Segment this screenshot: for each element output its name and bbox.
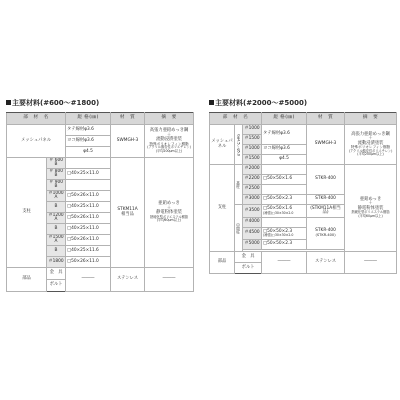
post-size: □40×25×11.6 — [66, 246, 111, 257]
mesh-wire-horizontal: ヨコ線材φ3.6 — [66, 136, 111, 147]
post-size: □40×25×11.0 — [66, 224, 111, 235]
parts-material: ステンレス — [307, 252, 345, 274]
post-size — [262, 185, 307, 195]
post-size: □40×25×11.0 — [66, 169, 111, 180]
parts-size: ――― — [66, 268, 111, 292]
post-material: STKR-400 — [307, 165, 345, 195]
post-size: □50×26×11.0 — [66, 191, 111, 202]
parts-cap: 金 具 — [47, 268, 66, 280]
post-size: □50×50×2.3 — [262, 195, 307, 205]
post-grade: ＃1000 A — [48, 190, 64, 200]
post-size: □50×50×2.3 (補強)□30×30×2.0 — [262, 228, 307, 240]
post-grade: ＃3000 — [243, 195, 262, 205]
parts-bolt: ボルト — [47, 280, 66, 292]
header-size: 規 格(㎜) — [66, 113, 111, 125]
header-material: 材 質 — [307, 113, 345, 125]
square-bullet-icon — [209, 100, 214, 105]
mesh-side-label: Gφ4.5～φ5.0 — [235, 125, 243, 165]
post-grade: ＃2500 — [243, 185, 262, 195]
post-grade: ＃1800 — [47, 257, 66, 268]
square-bullet-icon — [6, 100, 11, 105]
parts-cap: 金 具 — [235, 252, 262, 263]
left-materials-table — [6, 112, 194, 292]
mesh-grade: ＃1000 — [243, 125, 262, 135]
parts-bolt: ボルト — [235, 263, 262, 274]
header-note: 摘 要 — [145, 113, 194, 125]
mesh-panel-label: メッシュパネル — [7, 125, 66, 158]
post-label: 支柱 — [7, 158, 47, 268]
post-size — [66, 158, 111, 169]
mesh-note: 高張力亜鉛めっき鋼 ＋ 流動浸漬塗装 特殊ポリオレフィン樹脂 (アクリル酸変性ポリエチレン) (平均200μm以上) — [145, 125, 194, 158]
header-material: 材 質 — [111, 113, 145, 125]
post-size: □50×50×1.6 (補強)□30×30×2.0 — [262, 205, 307, 218]
post-grade: ＃4500 — [243, 228, 262, 240]
post-grade: ＃1500 A — [48, 234, 64, 244]
right-title-text: 主要材料(#2000～#5000) — [215, 99, 308, 107]
mesh-wire-horizontal: ヨコ線材φ3.6 — [262, 145, 307, 155]
post-size: □50×26×11.0 — [66, 257, 111, 268]
post-grade: ＃3500 — [243, 205, 262, 218]
parts-note: ――― — [145, 268, 194, 292]
mesh-grade: ＃1500 — [243, 135, 262, 145]
post-grade: ＃4000 — [243, 218, 262, 228]
post-grade: B — [47, 224, 66, 235]
mesh-panel-label: メッシュパネル — [210, 125, 235, 165]
parts-label: 部品 — [210, 252, 235, 274]
post-size — [66, 180, 111, 191]
post-size — [262, 218, 307, 228]
mesh-wire-vertical: タテ線材φ3.6 — [262, 125, 307, 145]
mesh-grade: ＃1500 — [243, 155, 262, 165]
left-title-text: 主要材料(#600～#1800) — [12, 99, 100, 107]
header-part: 部 材 名 — [7, 113, 66, 125]
post-grade: ＃ 600 B — [47, 158, 66, 169]
post-label: 支柱 — [210, 165, 235, 252]
post-side-a-label: 基柱 — [235, 165, 243, 205]
post-grade: ＃ 900 B — [47, 180, 66, 191]
post-note: 亜鉛めっき ＋ 静電粉体塗装 熱硬化型ポリエステル樹脂 (平均60μm以上) — [145, 158, 194, 268]
left-section-title — [6, 98, 99, 108]
post-material: (STKM11A相当品) — [307, 205, 345, 218]
post-size: □50×50×1.6 — [262, 175, 307, 185]
mesh-wire-diameter: φ4.5 — [66, 147, 111, 158]
mesh-material: SWMGH-3 — [111, 125, 145, 158]
parts-note: ――― — [345, 252, 397, 274]
header-note: 摘 要 — [345, 113, 397, 125]
mesh-wire-vertical: タテ線材φ3.6 — [66, 125, 111, 136]
parts-material: ステンレス — [111, 268, 145, 292]
right-section-title — [209, 98, 307, 108]
post-grade: ＃ 800 B — [47, 169, 66, 180]
post-size: □50×26×11.0 — [66, 213, 111, 224]
post-side-b-label: 中間柱 — [235, 205, 243, 252]
parts-label: 部品 — [7, 268, 47, 292]
post-grade: ＃2200 — [243, 175, 262, 185]
post-material: STKR-400 (STKR-400) — [307, 218, 345, 250]
post-grade: ＃2000 — [243, 165, 262, 175]
mesh-grade: ＃1000 — [243, 145, 262, 155]
parts-size: ――― — [262, 252, 307, 274]
post-grade: B — [47, 202, 66, 213]
right-materials-table — [209, 112, 397, 274]
header-size: 規 格(㎜) — [262, 113, 307, 125]
post-grade: ＃1200 A — [48, 212, 64, 222]
mesh-material: SWMGH-3 — [307, 125, 345, 165]
post-size: □50×26×11.0 — [66, 235, 111, 246]
post-size — [262, 165, 307, 175]
post-material: STKR-400 — [307, 195, 345, 205]
post-note: 亜鉛めっき ＋ 静電粉体塗装 熱硬化型ポリエステル樹脂 (平均60μm以上) — [345, 165, 397, 252]
mesh-wire-diameter: φ4.5 — [262, 155, 307, 165]
post-material: STKM11A 相当品 — [111, 158, 145, 268]
post-grade: B — [47, 246, 66, 257]
header-part: 部 材 名 — [210, 113, 262, 125]
post-grade: ＃5000 — [243, 240, 262, 250]
post-size: □40×25×11.0 — [66, 202, 111, 213]
post-size: □50×50×2.3 — [262, 240, 307, 250]
mesh-note: 高張力亜鉛めっき鋼 ＋ 流動浸漬塗装 特殊ポリオレフィン樹脂 (アクリル酸変性ポリエチレン) (平均200μm以上) — [345, 125, 397, 165]
